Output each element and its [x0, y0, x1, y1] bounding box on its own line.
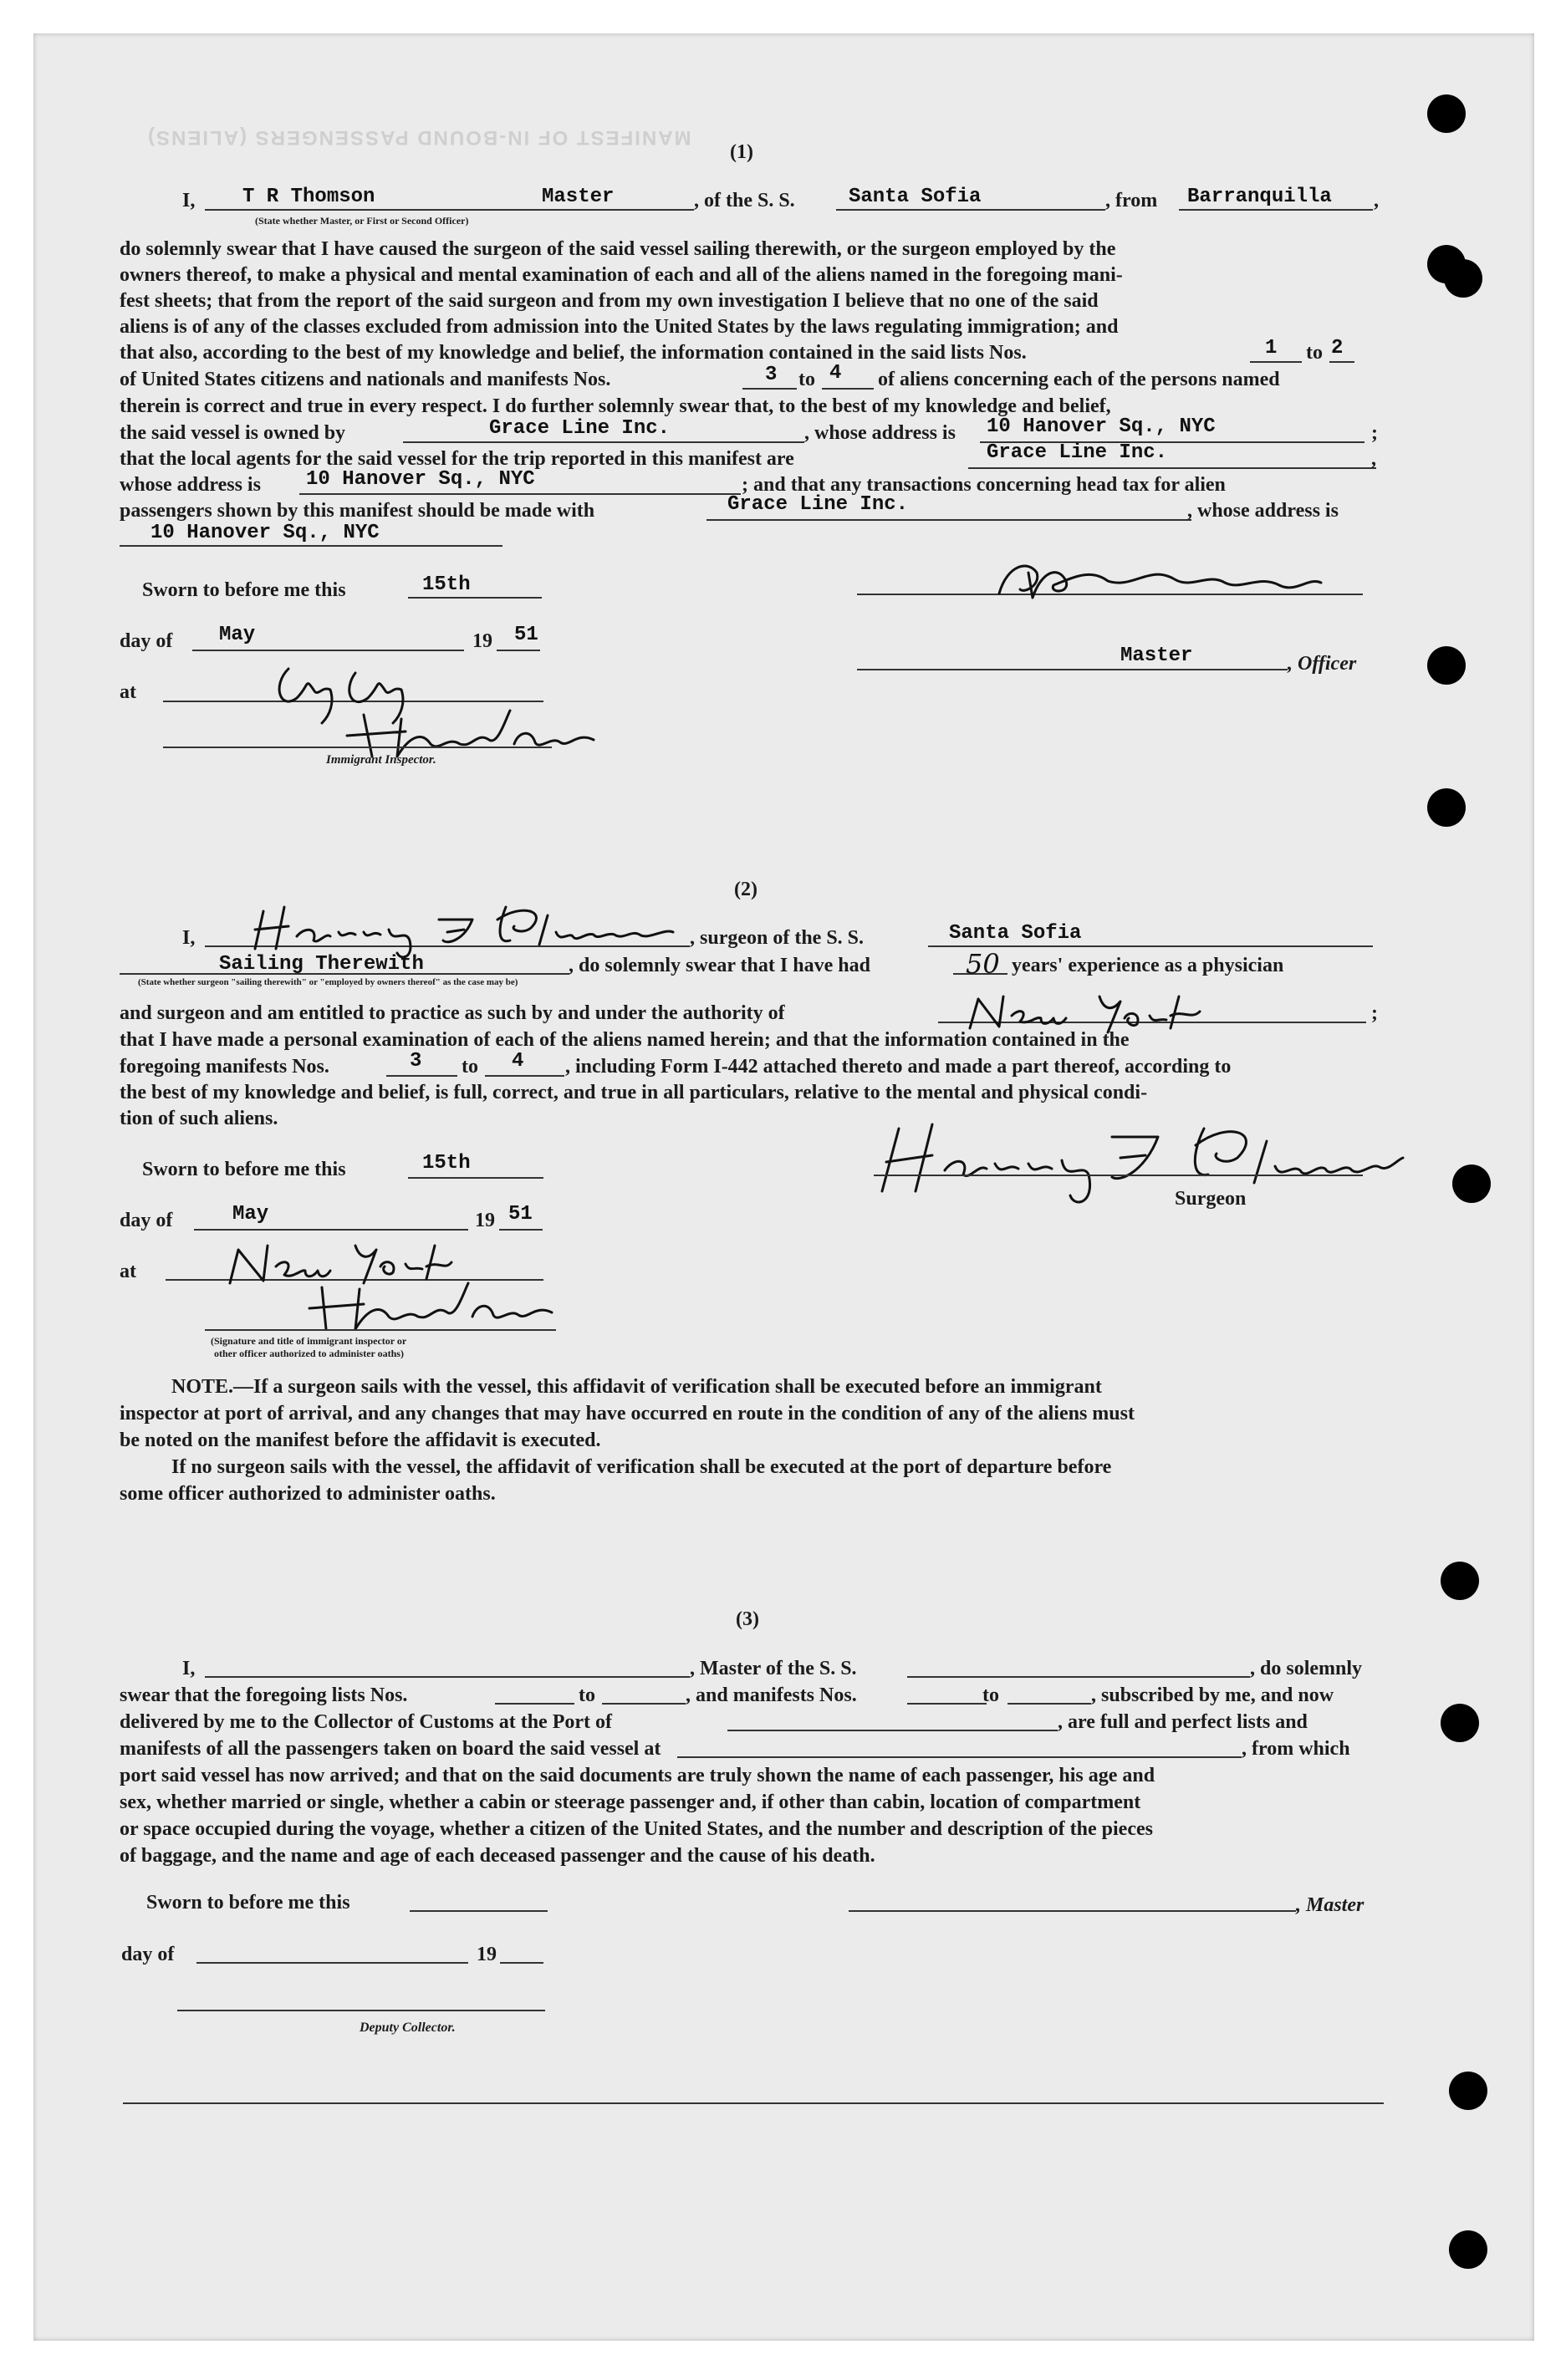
- to-word: to: [798, 369, 815, 390]
- officer-line: [857, 669, 1288, 670]
- day-of-label: day of: [120, 630, 173, 652]
- inspector-signature: [217, 1237, 594, 1333]
- inspector-line: [163, 747, 552, 748]
- lists-from: 1: [1265, 337, 1278, 359]
- surgeon-signature-top: [247, 894, 698, 957]
- owned-prefix: the said vessel is owned by: [120, 422, 346, 444]
- headtax-address-line: [120, 545, 502, 547]
- headtax-suffix: ; and that any transactions concerning head tax for alien: [742, 474, 1226, 496]
- of-ss-label: , of the S. S.: [694, 190, 795, 211]
- binder-hole: [1441, 1562, 1479, 1600]
- manifests-suffix: , including Form I-442 attached thereto and made a part thereof, according to: [565, 1056, 1232, 1078]
- sig-caption-2: other officer authorized to administer oaths): [214, 1348, 404, 1359]
- from-which-label: , from which: [1242, 1738, 1350, 1760]
- day-of-label: day of: [120, 1210, 173, 1231]
- manifests-from-line: [386, 1075, 457, 1077]
- vessel-name: Santa Sofia: [849, 186, 982, 208]
- section-1-body-line: aliens is of any of the classes excluded from admission into the United States by the laws regulating immigration; and: [120, 316, 1119, 338]
- binder-hole: [1427, 788, 1466, 827]
- manifests-prefix: manifests of all the passengers taken on board the said vessel at: [120, 1738, 661, 1760]
- manifests-to-line: [485, 1075, 564, 1077]
- exam-line: that I have made a personal examination of each of the aliens named herein; and that the information contained in the: [120, 1029, 1130, 1051]
- comma: ,: [1371, 448, 1376, 470]
- agents-address-line: [299, 493, 741, 495]
- month-line: [192, 650, 464, 651]
- comma: ,: [1374, 190, 1379, 211]
- section-3-intro: I,: [182, 1658, 196, 1679]
- to-word: to: [579, 1684, 595, 1706]
- agents-prefix: that the local agents for the said vessel for the trip reported in this manifest are: [120, 448, 794, 470]
- manifests-prefix: foregoing manifests Nos.: [120, 1056, 329, 1078]
- surgeon-of-label: , surgeon of the S. S.: [690, 927, 865, 949]
- year-prefix: 19: [477, 1944, 497, 1965]
- sailing-caption: (State whether surgeon "sailing therewith" or "employed by owners thereof" as the case may be): [138, 977, 518, 987]
- passengers-prefix: passengers shown by this manifest should be made with: [120, 500, 595, 522]
- vessel-line: [928, 945, 1373, 947]
- owner-address-label: , whose address is: [804, 422, 956, 444]
- at-label: at: [120, 681, 136, 703]
- month-line: [196, 1962, 468, 1964]
- solemnly-label: , do solemnly: [1250, 1658, 1363, 1679]
- from-label: , from: [1105, 190, 1158, 211]
- manifests-to: 4: [512, 1050, 524, 1073]
- vessel-line: [907, 1676, 1250, 1678]
- headtax-address: 10 Hanover Sq., NYC: [150, 522, 380, 544]
- section-1-number: (1): [730, 141, 753, 163]
- headtax-party: Grace Line Inc.: [727, 493, 909, 516]
- section-2-number: (2): [734, 879, 757, 900]
- month: May: [219, 624, 256, 646]
- lists-from-line: [1250, 361, 1302, 363]
- master-signature: [991, 548, 1325, 610]
- bleed-through-header: MANIFEST OF IN-BOUND PASSENGERS (ALIENS): [146, 126, 691, 149]
- section-1-intro: I,: [182, 190, 196, 211]
- manifests-from-line: [907, 1703, 987, 1705]
- sworn-day: 15th: [422, 573, 471, 596]
- year-suffix: 51: [508, 1203, 533, 1226]
- vessel-name: Santa Sofia: [949, 922, 1082, 945]
- manifests-mid: , and manifests Nos.: [686, 1684, 857, 1706]
- manifests-from: 3: [410, 1050, 422, 1073]
- lists-from-line: [495, 1703, 574, 1705]
- deputy-caption: Deputy Collector.: [360, 2021, 456, 2035]
- year-line: [497, 650, 540, 651]
- embark-port-line: [677, 1756, 1242, 1758]
- year-line: [499, 1229, 543, 1231]
- year-prefix: 19: [475, 1210, 495, 1231]
- semicolon: ;: [1371, 422, 1378, 444]
- section-3-number: (3): [736, 1608, 759, 1630]
- vessel-line: [836, 209, 1105, 211]
- inspector-caption: Immigrant Inspector.: [326, 753, 436, 767]
- years-experience: 50: [966, 948, 1000, 980]
- officer-label: , Officer: [1288, 653, 1357, 675]
- section-1-body-line: do solemnly swear that I have caused the surgeon of the said vessel sailing therewith, or the surgeon employed by the: [120, 238, 1116, 260]
- binder-hole: [1452, 1165, 1491, 1203]
- binder-hole: [1449, 2230, 1487, 2269]
- sworn-label: Sworn to before me this: [146, 1892, 350, 1914]
- best-line: the best of my knowledge and belief, is full, correct, and true in all particulars, relative to the mental and physical condi-: [120, 1082, 1148, 1103]
- manifests-from: 3: [765, 364, 778, 386]
- year-prefix: 19: [472, 630, 492, 652]
- note-line: NOTE.—If a surgeon sails with the vessel, this affidavit of verification shall be executed before an immigrant: [171, 1376, 1102, 1398]
- surgeon-label: Surgeon: [1175, 1188, 1247, 1210]
- section-2-intro: I,: [182, 927, 196, 949]
- sworn-day-line: [410, 1910, 548, 1912]
- section-1-body-line: owners thereof, to make a physical and mental examination of each and all of the aliens named in the foregoing mani-: [120, 264, 1123, 286]
- sworn-label: Sworn to before me this: [142, 579, 346, 601]
- binder-hole: [1444, 259, 1482, 298]
- agents-name: Grace Line Inc.: [987, 441, 1168, 464]
- lists-to-line: [1329, 361, 1354, 363]
- sig-caption-1: (Signature and title of immigrant inspector or: [211, 1335, 407, 1347]
- month: May: [232, 1203, 269, 1226]
- sworn-day: 15th: [422, 1152, 471, 1175]
- headtax-party-line: [706, 519, 1191, 521]
- agents-address: 10 Hanover Sq., NYC: [306, 468, 535, 491]
- surgeon-signature: [870, 1112, 1405, 1204]
- to-word: to: [982, 1684, 999, 1706]
- binder-hole: [1449, 2072, 1487, 2110]
- subscribed-label: , subscribed by me, and now: [1091, 1684, 1334, 1706]
- section-3-body-line: of baggage, and the name and age of each deceased passenger and the cause of his death.: [120, 1845, 875, 1867]
- section-1-body-line: fest sheets; that from the report of the said surgeon and from my own investigation I believe that no one of the said: [120, 290, 1099, 312]
- note-line: If no surgeon sails with the vessel, the affidavit of verification shall be executed at the port of departure before: [171, 1456, 1112, 1478]
- year-line: [500, 1962, 543, 1964]
- sworn-day-line: [408, 597, 542, 599]
- inspector-signature: [263, 652, 615, 761]
- master-rank: Master: [542, 186, 615, 208]
- manifests-suffix: of aliens concerning each of the persons named: [878, 369, 1280, 390]
- master-label: , Master: [1296, 1894, 1365, 1916]
- binder-hole: [1441, 1704, 1479, 1742]
- sworn-label: Sworn to before me this: [142, 1159, 346, 1180]
- lists-to-line: [602, 1703, 686, 1705]
- manifests-to-line: [822, 388, 874, 390]
- rank-caption: (State whether Master, or First or Second Officer): [255, 215, 469, 227]
- swear-prefix: swear that the foregoing lists Nos.: [120, 1684, 408, 1706]
- owner-name: Grace Line Inc.: [489, 417, 671, 440]
- master-name-line: [205, 209, 694, 211]
- sailing-status: Sailing Therewith: [219, 953, 424, 976]
- years-prefix: , do solemnly swear that I have had: [569, 955, 870, 976]
- from-port-line: [1179, 209, 1373, 211]
- port-line: [727, 1730, 1058, 1731]
- agents-line: [968, 467, 1376, 469]
- day-of-label: day of: [121, 1944, 175, 1965]
- note-line: some officer authorized to administer oaths.: [120, 1483, 496, 1505]
- practice-prefix: and surgeon and am entitled to practice as such by and under the authority of: [120, 1002, 785, 1024]
- manifests-to: 4: [829, 362, 842, 385]
- year-suffix: 51: [514, 624, 538, 646]
- surgeon-signature-line: [874, 1175, 1363, 1176]
- binder-hole: [1427, 94, 1466, 133]
- officer-title: Master: [1120, 645, 1193, 667]
- semicolon: ;: [1371, 1002, 1378, 1024]
- agents-address-label: whose address is: [120, 474, 261, 496]
- binder-hole: [1427, 646, 1466, 685]
- master-name-line: [205, 1676, 690, 1678]
- lists-to: 2: [1331, 337, 1344, 359]
- delivered-prefix: delivered by me to the Collector of Customs at the Port of: [120, 1711, 612, 1733]
- years-suffix: years' experience as a physician: [1012, 955, 1284, 976]
- master-of-label: , Master of the S. S.: [690, 1658, 857, 1679]
- tion-line: tion of such aliens.: [120, 1108, 278, 1129]
- full-perfect-label: , are full and perfect lists and: [1058, 1711, 1308, 1733]
- sworn-day-line: [408, 1177, 543, 1179]
- manifests-to-line: [1007, 1703, 1091, 1705]
- note-line: be noted on the manifest before the affidavit is executed.: [120, 1430, 601, 1451]
- owner-address: 10 Hanover Sq., NYC: [987, 415, 1216, 438]
- to-word: to: [462, 1056, 478, 1078]
- section-3-body-line: sex, whether married or single, whether a cabin or steerage passenger and, if other than cabin, location of compartment: [120, 1791, 1141, 1813]
- master-signature-line: [849, 1910, 1296, 1912]
- manifests-from-line: [742, 388, 797, 390]
- from-port: Barranquilla: [1187, 186, 1332, 208]
- at-label: at: [120, 1261, 136, 1282]
- whose-address-label: , whose address is: [1187, 500, 1339, 522]
- bottom-rule: [123, 2102, 1384, 2104]
- inspector-line: [205, 1329, 556, 1331]
- section-1-body-line: that also, according to the best of my knowledge and belief, the information contained in the said lists Nos.: [120, 342, 1027, 364]
- to-word: to: [1306, 342, 1323, 364]
- further-line: therein is correct and true in every respect. I do further solemnly swear that, to the best of my knowledge and belief,: [120, 395, 1111, 417]
- section-3-body-line: port said vessel has now arrived; and that on the said documents are truly shown the name of each passenger, his age and: [120, 1765, 1155, 1786]
- master-name: T R Thomson: [242, 186, 375, 208]
- manifests-prefix: of United States citizens and nationals and manifests Nos.: [120, 369, 611, 390]
- owner-line: [403, 441, 804, 443]
- collector-line: [177, 2010, 545, 2011]
- section-3-body-line: or space occupied during the voyage, whether a citizen of the United States, and the number and description of the pieces: [120, 1818, 1153, 1840]
- month-line: [194, 1229, 468, 1231]
- note-line: inspector at port of arrival, and any changes that may have occurred en route in the condition of any of the aliens must: [120, 1403, 1135, 1424]
